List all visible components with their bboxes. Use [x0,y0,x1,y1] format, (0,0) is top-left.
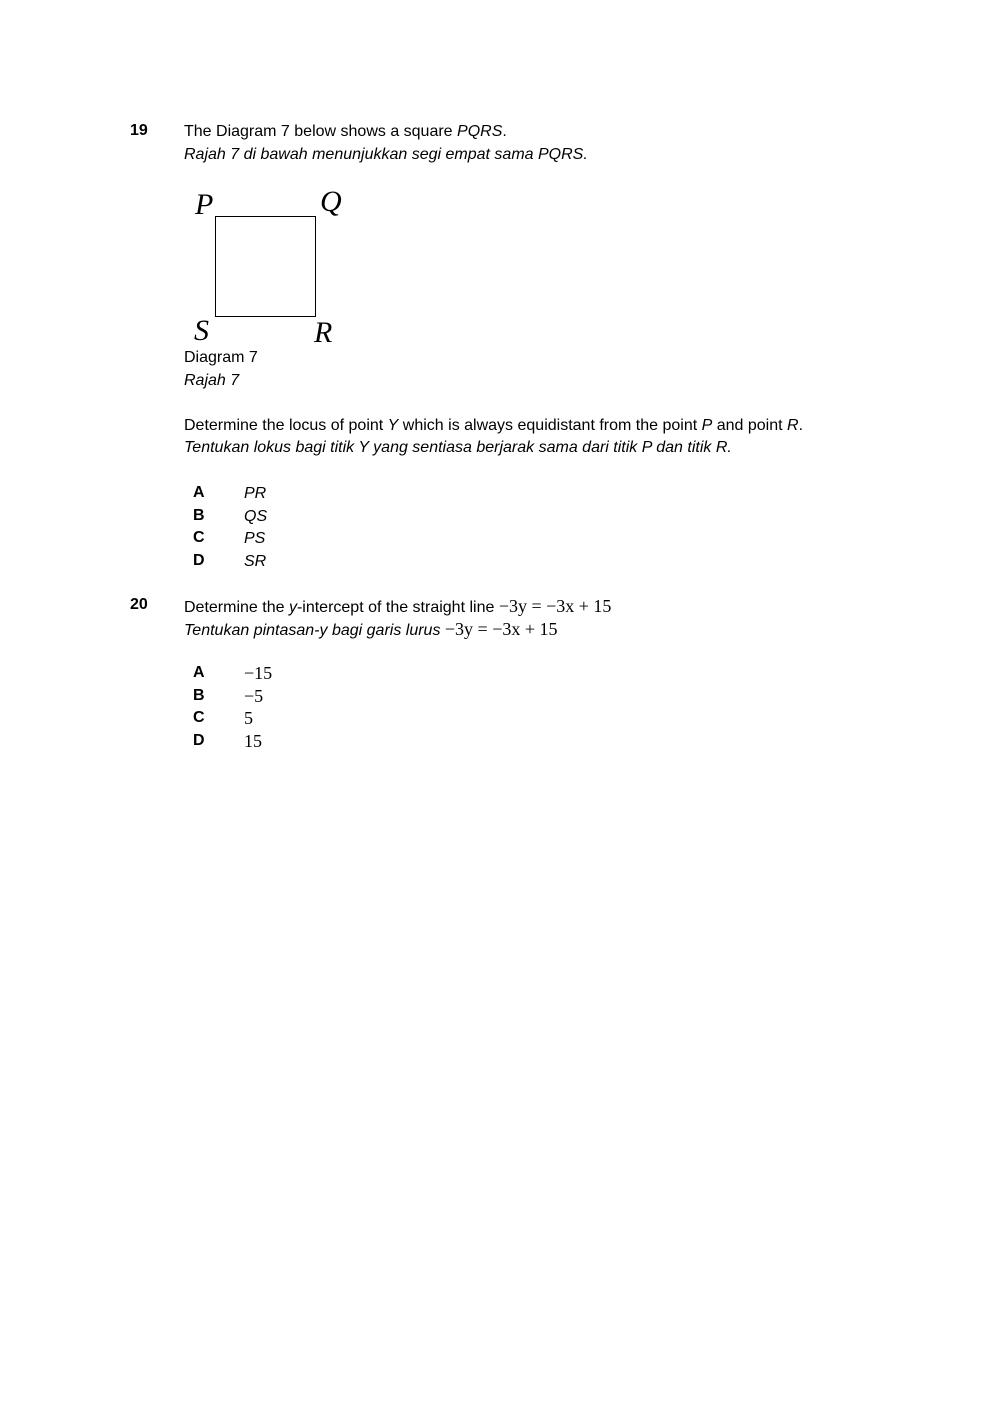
q20-stem-en-var: y [288,599,297,616]
diagram-caption-malay: Rajah 7 [184,372,240,389]
q20-option-c-text: 5 [244,708,253,728]
q20-option-d-letter: D [193,732,205,749]
diagram-caption-english: Diagram 7 [184,349,258,366]
q19-q-en-v1: Y [387,417,399,434]
q19-option-c-text: PS [244,530,266,547]
q19-q-en-v3: R [787,417,799,434]
q20-option-b-text: −5 [244,686,264,706]
q19-q-en-b: which is always equidistant from the point [398,417,702,434]
q20-equation-malay: −3y = −3x + 15 [444,619,558,639]
q19-q-en-a: Determine the locus of point [184,417,388,434]
q19-question-english [184,416,803,436]
q19-option-b-text: QS [244,508,268,525]
q20-option-c-letter: C [193,709,205,726]
vertex-label-p: P [195,188,214,221]
q19-stem-english [184,122,507,142]
q20-option-a-text: −15 [244,663,273,683]
q20-stem-english [184,596,611,618]
q19-option-a-text: PR [244,485,267,502]
question-number-20: 20 [130,596,148,613]
q19-option-a-letter: A [193,484,205,501]
q20-equation-english: −3y = −3x + 15 [498,596,612,616]
q19-q-en-v2: P [701,417,713,434]
vertex-label-s: S [194,314,209,347]
q19-option-c-letter: C [193,529,205,546]
q20-option-d-text: 15 [244,731,262,751]
q19-q-en-c: and point [712,417,788,434]
q19-option-b-letter: B [193,507,205,524]
q19-stem-en-post: . [502,123,507,140]
square-pqrs [215,216,316,317]
q19-option-d-text: SR [244,553,267,570]
q20-stem-malay [184,619,558,641]
q20-stem-ms-text: Tentukan pintasan-y bagi garis lurus [184,622,445,639]
q20-option-b-letter: B [193,687,205,704]
q20-option-a-letter: A [193,664,205,681]
q19-stem-en-pre: The Diagram 7 below shows a square [184,123,458,140]
q20-stem-en-a: Determine the [184,599,289,616]
q19-option-d-letter: D [193,552,205,569]
q20-stem-en-b: -intercept of the straight line [296,599,499,616]
q19-question-malay: Tentukan lokus bagi titik Y yang sentiasa berjarak sama dari titik P dan titik R. [184,439,732,456]
question-number-19: 19 [130,122,148,139]
q19-q-en-d: . [798,417,804,434]
q19-stem-en-var: PQRS [457,123,503,140]
vertex-label-q: Q [320,185,342,218]
q19-stem-malay: Rajah 7 di bawah menunjukkan segi empat sama PQRS. [184,146,588,163]
vertex-label-r: R [314,316,333,349]
